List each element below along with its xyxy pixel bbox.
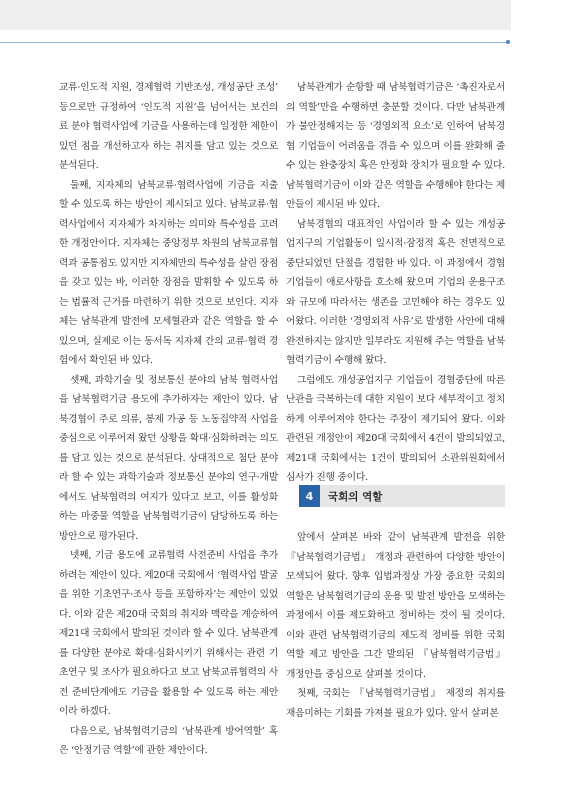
paragraph: 남북관계가 순항할 때 남북협력기금은 ‘촉진자로서의 역할’만을 수행하면 충분할 것이다. 다만 남북관계가 불안정해지는 등 ‘경영외적 요소’로 인하여 남북경협 기업들이 어려움을 겪을 수 있으며 이를 완화해 줄 수 있는 완충장치 혹은 안정화 장치가 필요할 수 있다. 남북협력기금이 이와 같은 역할을 수행해야 한다는 제안들이 제시된 바 있다. [286,82,505,210]
section-heading [299,485,505,507]
paragraph: 다음으로, 남북협력기금의 ‘남북관계 방어역할’ 혹은 ‘안정기금 역할’에 관한 제안이다. [59,725,278,756]
right-column-lower [286,528,505,723]
paragraph: 남북경협의 대표적인 사업이라 할 수 있는 개성공업지구의 기업활동이 일시적·잠정적 혹은 전면적으로 중단되었던 단절을 경험한 바 있다. 이 과정에서 경협기업들이 애로사항을 호소해 왔으며 기업의 운용구조와 규모에 따라서는 생존을 고민해야 하는 경우도 있어왔다. 이러한 ‘경영외적 사유’로 발생한 사안에 대해 완전하지는 않지만 일부라도 지원해 주는 역할을 남북협력기금이 수행해 왔다. [286,218,505,366]
paragraph: 앞에서 살펴본 바와 같이 남북관계 발전을 위한 『남북협력기금법』 개정과 관련하여 다양한 방안이 모색되어 왔다. 향후 입법과정상 가장 중요한 국회의 역할은 남북협력기금의 운용 및 발전 방안을 모색하는 과정에서 이를 제도화하고 정비하는 것이 될 것이다. 이와 관련 남북협력기금의 제도적 정비를 위한 국회 역할 제고 방안을 그간 발의된 『남북협력기금법』 개정안을 중심으로 살펴볼 것이다. [286,532,505,680]
paragraph: 첫째, 국회는 『남북협력기금법』 제정의 취지를 재음미하는 기회를 가져볼 필요가 있다. 앞서 살펴본 [286,688,505,719]
header-rule-dot [506,40,510,44]
header-band [0,0,511,30]
paragraph: 교류·인도적 지원, 경제협력 기반조성, 개성공단 조성’ 등으로만 규정하여 ‘인도적 지원’을 넘어서는 보건의료 분야 협력사업에 기금을 사용하는데 일정한 제한이 있던 점을 개선하고자 하는 취지를 담고 있는 것으로 분석된다. [59,82,278,171]
left-column [59,78,278,761]
section-number-badge: 4 [299,485,320,507]
header-rule [0,42,508,43]
paragraph: 그럼에도 개성공업지구 기업들이 경협중단에 따른 난관을 극복하는데 대한 지원이 보다 세부적이고 정치하게 이루어져야 한다는 주장이 제기되어 왔다. 이와 관련된 개정안이 제20대 국회에서 4건이 발의되었고, 제21대 국회에서는 1건이 발의되어 소관위원회에서 심사가 진행 중이다. [286,374,505,483]
paragraph: 둘째, 지자체의 남북교류·협력사업에 기금을 지출할 수 있도록 하는 방안이 제시되고 있다. 남북교류·협력사업에서 지자체가 차지하는 의미와 특수성을 고려한 개정안이다. 지자체는 중앙정부 차원의 남북교류협력과 공통점도 있지만 지자체만의 특수성을 살린 장점을 갖고 있는 바, 이러한 장점을 발휘할 수 있도록 하는 법률적 근거를 마련하기 위한 것으로 보인다. 지자체는 남북관계 발전에 모세혈관과 같은 역할을 할 수 있으며, 실제로 이는 동서독 지자체 간의 교류·협력 경험에서 확인된 바 있다. [59,179,278,366]
right-column [286,78,505,488]
paragraph: 셋째, 과학기술 및 정보통신 분야의 남북 협력사업을 남북협력기금 용도에 추가하자는 제안이 있다. 남북경협이 주로 의류, 봉제 가공 등 노동집약적 사업을 중심으로 이루어져 왔던 상황을 확대·심화하려는 의도를 담고 있는 것으로 분석된다. 상대적으로 첨단 분야라 할 수 있는 과학기술과 정보통신 분야의 연구·개발에서도 남북협력의 여지가 있다고 보고, 이를 활성화하는 마중물 역할을 남북협력기금이 담당하도록 하는 방안으로 평가된다. [59,374,278,542]
paragraph: 넷째, 기금 용도에 교류협력 사전준비 사업을 추가하려는 제안이 있다. 제20대 국회에서 ‘협력사업 발굴을 위한 기초연구·조사 등을 포함하자’는 제안이 있었다. 이와 같은 제20대 국회의 취지와 맥락을 계승하여 제21대 국회에서 발의된 것이라 할 수 있다. 남북관계를 다양한 분야로 확대·심화시키기 위해서는 관련 기초연구 및 조사가 필요하다고 보고 남북교류협력의 사전 준비단계에도 기금을 활용할 수 있도록 하는 제안이라 하겠다. [59,550,278,717]
section-title: 국회의 역할 [328,490,383,503]
